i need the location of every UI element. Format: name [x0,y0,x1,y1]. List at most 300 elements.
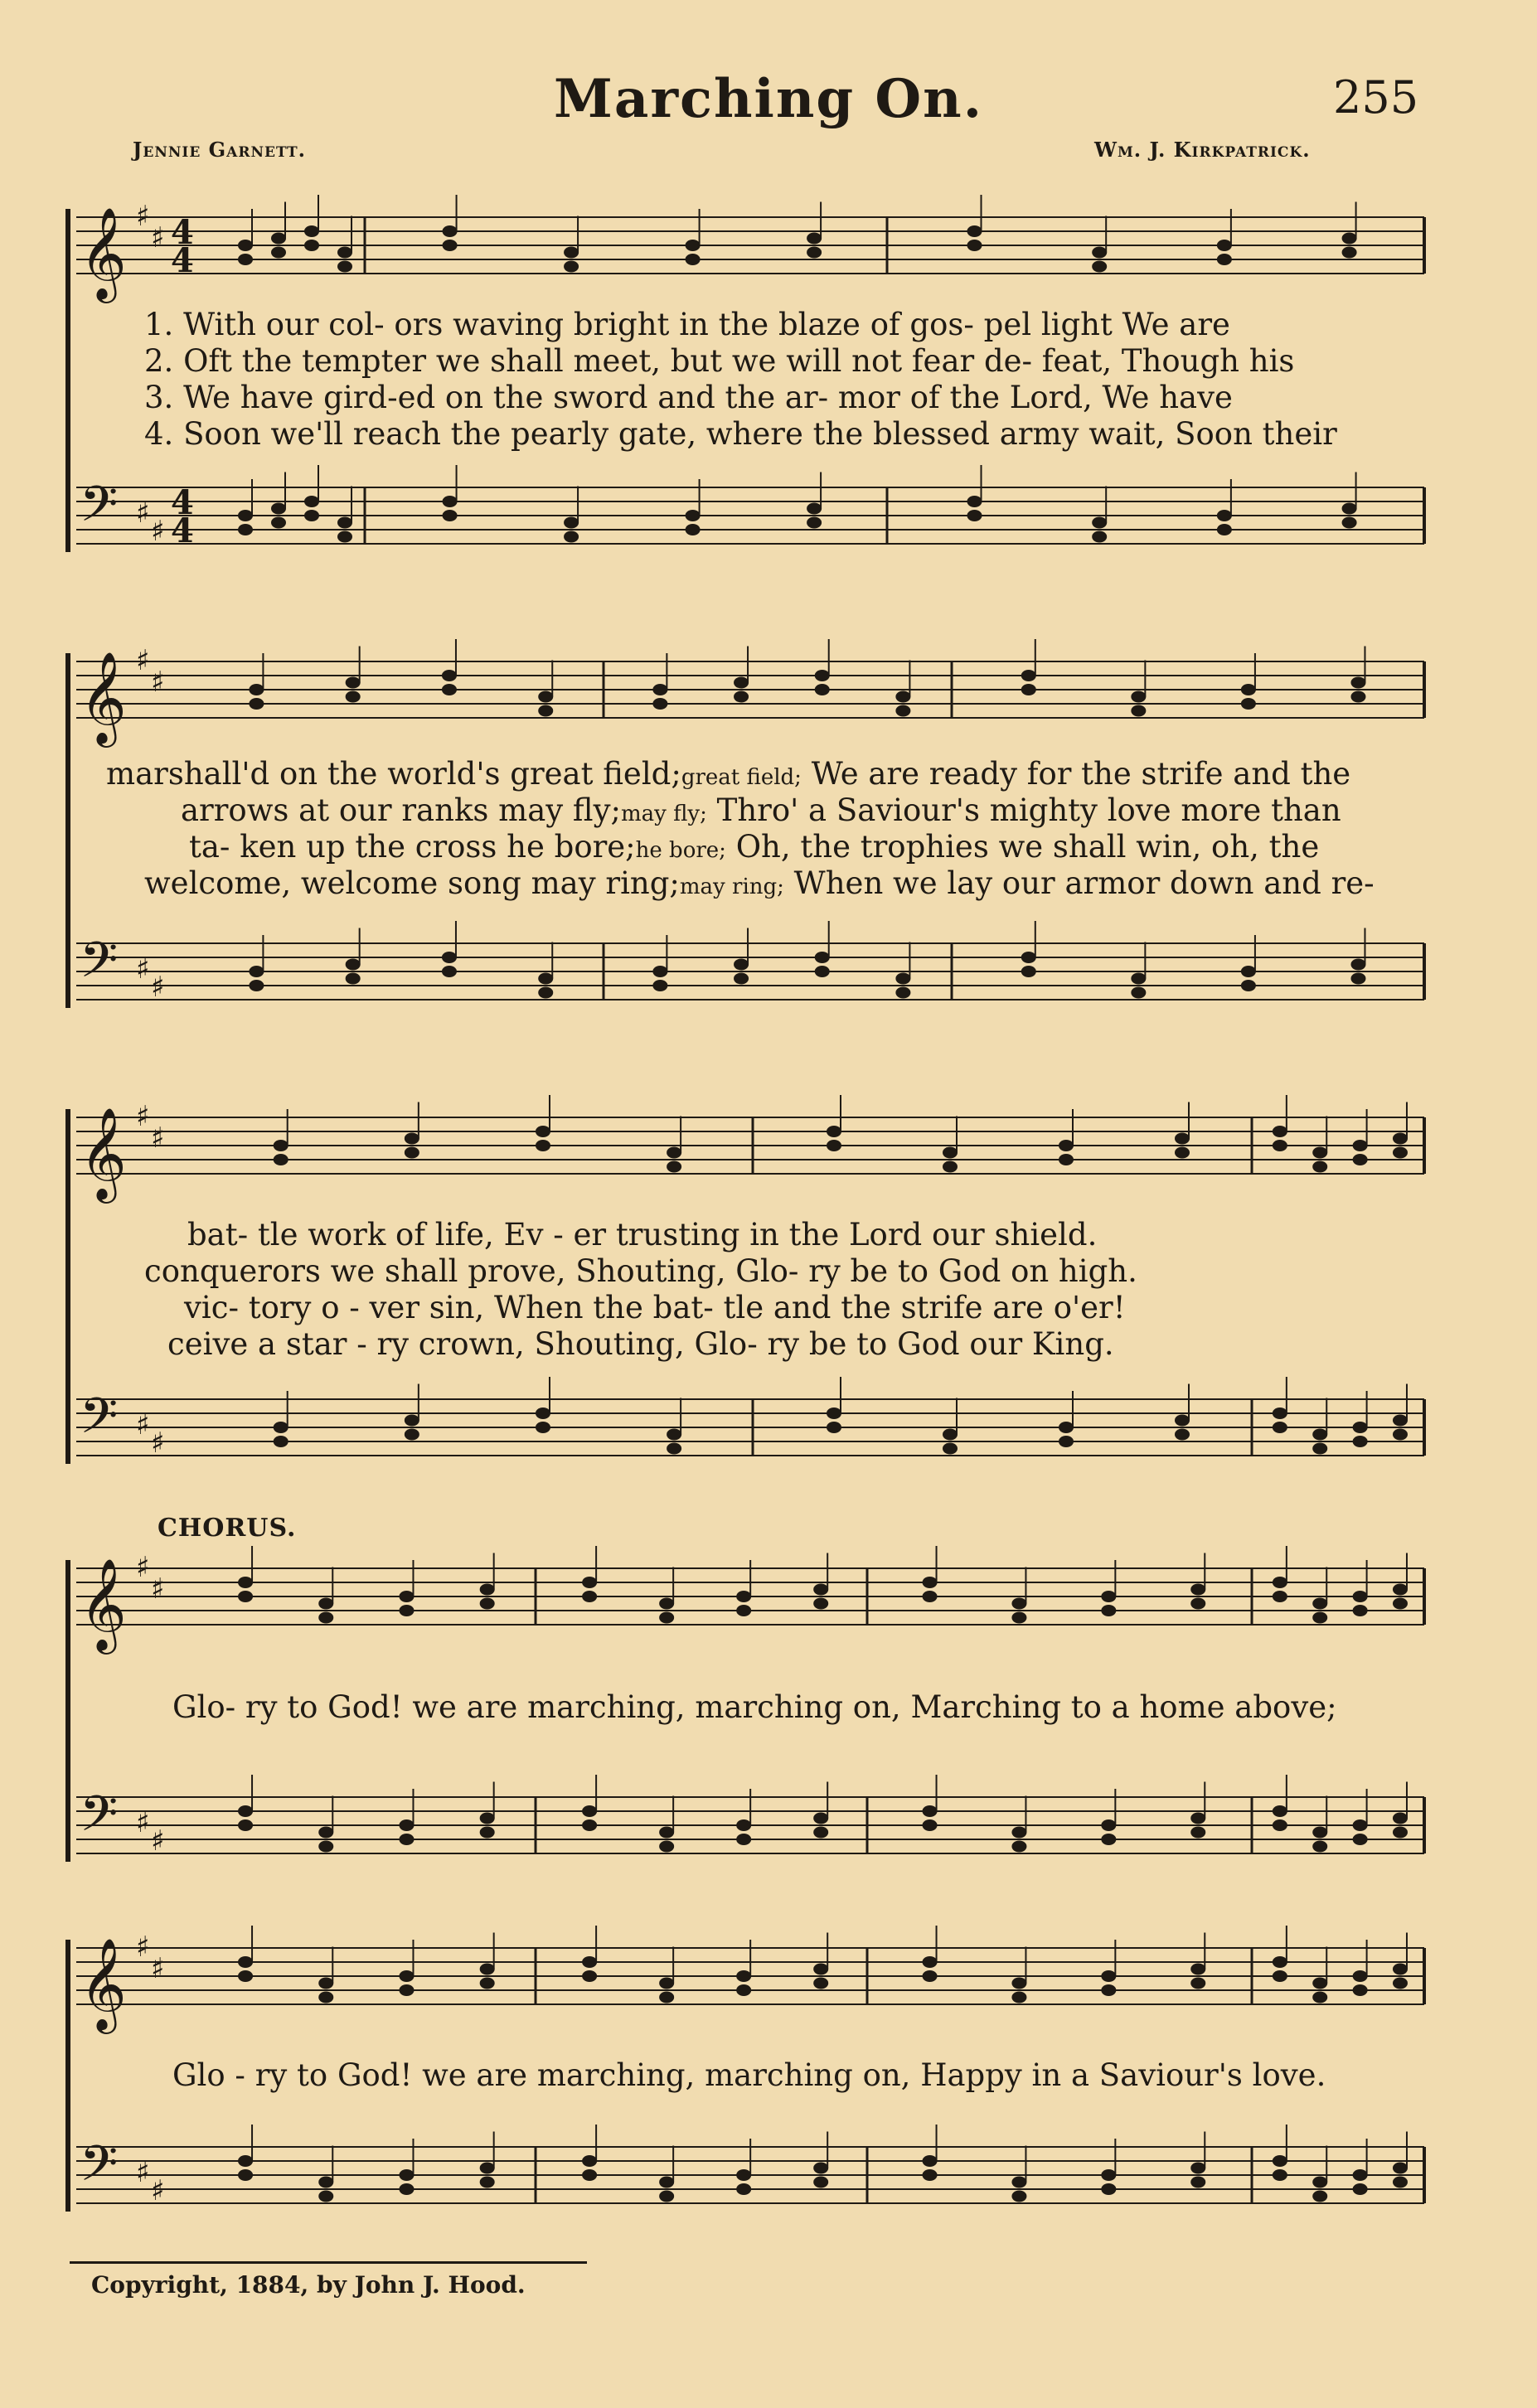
treble-staff [76,195,1424,303]
note-head [1393,1964,1408,1975]
note-head [1312,2177,1327,2188]
note-head [943,1429,958,1441]
note-head [827,1422,841,1433]
note-head [1353,1970,1368,1982]
note-head [249,980,264,991]
note-head [813,1813,828,1824]
note-head [1101,1834,1116,1845]
note-head [736,1819,751,1831]
note-head [659,2191,674,2202]
note-head [1312,1429,1327,1441]
note-head [1175,1429,1190,1441]
note-head [1353,2183,1368,2195]
copyright-notice: Copyright, 1884, by John J. Hood. [91,2271,526,2299]
note-head [686,254,701,265]
note-head [318,1841,333,1853]
note-head [337,247,352,259]
note-head [304,240,319,251]
note-head [734,691,749,703]
note-head [346,691,361,703]
note-head [318,1827,333,1839]
note-head [271,233,286,245]
note-head [1131,691,1146,703]
note-head [1101,1819,1116,1831]
note-head [813,1964,828,1975]
note-head [564,531,579,543]
note-head [736,1984,751,1996]
note-head [442,670,457,681]
time-signature-bottom: 4 [171,241,194,280]
note-head [538,987,553,999]
note-head [813,2177,828,2188]
note-head [1312,1147,1327,1159]
note-head [536,1126,550,1137]
note-head [652,966,667,977]
note-head [238,1956,253,1968]
sharp-icon: ♯ [151,1427,165,1460]
note-head [1190,2177,1205,2188]
note-head [346,973,361,985]
note-head [238,1591,253,1602]
note-head [652,980,667,991]
note-head [480,1978,495,1989]
note-head [405,1133,419,1145]
note-head [346,677,361,689]
note-head [564,247,579,259]
note-head [1011,1598,1026,1610]
note-head [1131,973,1146,985]
note-head [271,247,286,259]
note-head [923,1970,938,1982]
note-head [1092,261,1107,273]
note-head [1190,1827,1205,1839]
note-head [1011,2191,1026,2202]
note-head [442,966,457,977]
note-head [1101,1970,1116,1982]
note-head [443,225,458,237]
sharp-icon: ♯ [151,1572,165,1606]
sharp-icon: ♯ [136,1551,150,1584]
note-head [564,261,579,273]
note-head [1190,1978,1205,1989]
note-head [923,1591,938,1602]
note-head [582,1970,597,1982]
sharp-icon: ♯ [151,1824,165,1858]
treble-staff [76,1546,1424,1655]
note-head [238,1805,253,1817]
note-head [318,1612,333,1624]
note-head [318,2191,333,2202]
note-head [1273,2155,1287,2167]
bass-clef-icon: 𝄢 [80,1785,119,1854]
sharp-icon: ♯ [136,952,150,986]
note-head [807,233,822,245]
time-signature-bottom: 4 [171,511,194,550]
note-head [1393,1584,1408,1596]
note-head [1342,247,1357,259]
note-head [1342,517,1357,529]
time-signature-top: 4 [171,483,194,522]
note-head [304,510,319,521]
note-head [238,240,253,251]
note-head [1350,677,1365,689]
note-head [399,1591,414,1602]
note-head [813,1584,828,1596]
note-head [1393,1813,1408,1824]
note-head [1101,1591,1116,1602]
note-head [1011,1827,1026,1839]
note-head [1021,684,1036,695]
note-head [1273,1970,1287,1982]
note-head [346,959,361,971]
sharp-icon: ♯ [136,1408,150,1441]
note-head [1101,2183,1116,2195]
note-head [1342,503,1357,515]
note-head [815,670,830,681]
note-head [318,1978,333,1989]
note-head [582,1956,597,1968]
note-head [667,1147,681,1159]
note-head [1353,1984,1368,1996]
note-head [1353,1605,1368,1616]
sharp-icon: ♯ [136,1806,150,1839]
note-head [1353,1834,1368,1845]
note-head [249,684,264,695]
note-head [1312,1978,1327,1989]
note-head [1059,1140,1074,1151]
note-head [442,684,457,695]
bass-staff [76,465,1424,550]
note-head [582,2155,597,2167]
chorus-line: Glo- ry to God! we are marching, marching on, Marching to a home above; [172,1689,1337,1725]
note-head [1312,1443,1327,1455]
note-head [895,987,910,999]
note-head [1393,1598,1408,1610]
note-head [399,1605,414,1616]
note-head [667,1443,681,1455]
note-head [1101,1984,1116,1996]
music-system-1 [65,189,1434,579]
note-head [1393,2163,1408,2174]
note-head [1312,1598,1327,1610]
note-head [1393,1133,1408,1145]
note-head [1312,1827,1327,1839]
note-head [1101,1605,1116,1616]
note-head [238,1970,253,1982]
note-head [1175,1133,1190,1145]
verse-line: 2. Oft the tempter we shall meet, but we will not fear de- feat, Though his [144,343,1295,379]
composer-credit: Wm. J. Kirkpatrick. [1094,138,1311,162]
page-number: 255 [1333,71,1419,124]
sharp-icon: ♯ [151,2174,165,2207]
sharp-icon: ♯ [151,1952,165,1985]
verse-line: arrows at our ranks may fly;may fly; Thro' a Saviour's mighty love more than [181,792,1341,828]
note-head [1393,1147,1408,1159]
note-head [399,1834,414,1845]
note-head [1350,691,1365,703]
note-head [249,698,264,710]
note-head [1059,1422,1074,1433]
note-head [923,2155,938,2167]
note-head [480,1598,495,1610]
sharp-icon: ♯ [151,666,165,699]
note-head [1273,1126,1287,1137]
note-head [582,1577,597,1588]
bass-clef-icon: 𝄢 [80,2134,119,2204]
note-head [337,517,352,529]
note-head [271,503,286,515]
note-head [1273,1140,1287,1151]
note-head [736,1834,751,1845]
note-head [1273,2169,1287,2181]
bass-clef-icon: 𝄢 [80,931,119,1001]
treble-clef-icon: 𝄞 [80,651,127,744]
note-head [1021,966,1036,977]
note-head [827,1140,841,1151]
note-head [1353,1591,1368,1602]
chorus-line: Glo - ry to God! we are marching, marching on, Happy in a Saviour's love. [172,2057,1326,2093]
treble-staff [76,1926,1424,2034]
note-head [538,973,553,985]
note-head [1353,1154,1368,1165]
note-head [736,2183,751,2195]
note-head [1021,670,1036,681]
sharp-icon: ♯ [136,497,150,530]
note-head [1312,1161,1327,1173]
note-head [304,225,319,237]
note-head [686,524,701,535]
note-head [815,684,830,695]
note-head [480,1584,495,1596]
note-head [443,496,458,507]
note-head [659,1992,674,2003]
note-head [1217,510,1232,521]
verse-line: vic- tory o - ver sin, When the bat- tle and the strife are o'er! [184,1290,1126,1325]
note-head [967,510,982,521]
note-head [1353,1422,1368,1433]
note-head [1393,1978,1408,1989]
note-head [1175,1147,1190,1159]
note-head [813,1827,828,1839]
treble-clef-icon: 𝄞 [80,206,127,299]
note-head [1273,1591,1287,1602]
note-head [943,1443,958,1455]
note-head [536,1422,550,1433]
note-head [1393,2177,1408,2188]
note-head [238,1577,253,1588]
note-head [1273,1407,1287,1419]
note-head [652,684,667,695]
note-head [1175,1415,1190,1427]
note-head [1353,1140,1368,1151]
note-head [827,1126,841,1137]
note-head [736,1591,751,1602]
note-head [1011,1978,1026,1989]
note-head [1241,966,1256,977]
note-head [1059,1154,1074,1165]
note-head [238,2169,253,2181]
note-head [1011,2177,1026,2188]
note-head [1273,1577,1287,1588]
sharp-icon: ♯ [151,515,165,548]
note-head [943,1161,958,1173]
note-head [827,1407,841,1419]
note-head [1353,1819,1368,1831]
note-head [274,1140,288,1151]
chorus-label: CHORUS. [158,1514,297,1543]
music-system-2 [65,637,1434,1034]
note-head [1092,517,1107,529]
note-head [238,1819,253,1831]
note-head [274,1422,288,1433]
footer-rule [70,2261,587,2264]
note-head [399,1970,414,1982]
note-head [736,1605,751,1616]
note-head [582,2169,597,2181]
music-system-4 [65,1543,1434,1890]
music-system-3 [65,1093,1434,1492]
note-head [807,247,822,259]
note-head [923,1956,938,1968]
note-head [659,1612,674,1624]
note-head [443,510,458,521]
note-head [736,1970,751,1982]
sharp-icon: ♯ [136,1100,150,1133]
note-head [582,1805,597,1817]
note-head [443,240,458,251]
treble-clef-icon: 𝄞 [80,1937,127,2030]
note-head [1273,1422,1287,1433]
verse-line: welcome, welcome song may ring;may ring; When we lay our armor down and re- [144,865,1375,901]
note-head [1353,2169,1368,2181]
note-head [304,496,319,507]
note-head [1217,254,1232,265]
note-head [813,2163,828,2174]
note-head [1241,698,1256,710]
note-head [686,240,701,251]
verse-line: conquerors we shall prove, Shouting, Glo- ry be to God on high. [144,1253,1137,1289]
treble-clef-icon: 𝄞 [80,1107,127,1199]
note-head [538,705,553,717]
note-head [399,2183,414,2195]
note-head [442,952,457,963]
note-head [967,225,982,237]
note-head [923,1577,938,1588]
note-head [1190,2163,1205,2174]
note-head [405,1147,419,1159]
note-head [1101,2169,1116,2181]
note-head [734,677,749,689]
verse-line: bat- tle work of life, Ev - er trusting in the Lord our shield. [187,1217,1098,1252]
bass-staff [76,1377,1424,1460]
note-head [659,1841,674,1853]
note-head [538,691,553,703]
note-head [813,1598,828,1610]
note-head [667,1429,681,1441]
note-head [480,1827,495,1839]
note-head [399,2169,414,2181]
note-head [1393,1429,1408,1441]
note-head [1092,247,1107,259]
note-head [1241,684,1256,695]
note-head [1312,1992,1327,2003]
note-head [895,705,910,717]
note-head [1273,1956,1287,1968]
note-head [536,1407,550,1419]
note-head [318,1598,333,1610]
sharp-icon: ♯ [151,221,165,254]
note-head [1273,1805,1287,1817]
note-head [1312,1612,1327,1624]
note-head [271,517,286,529]
note-head [238,254,253,265]
verse-line: ceive a star - ry crown, Shouting, Glo- ry be to God our King. [167,1326,1114,1362]
bass-clef-icon: 𝄢 [80,475,119,545]
note-head [582,1819,597,1831]
note-head [536,1140,550,1151]
note-head [1011,1612,1026,1624]
note-head [967,496,982,507]
note-head [1342,233,1357,245]
note-head [1350,959,1365,971]
note-head [480,1964,495,1975]
note-head [1241,980,1256,991]
note-head [807,517,822,529]
sharp-icon: ♯ [151,971,165,1004]
note-head [659,1827,674,1839]
note-head [1393,1415,1408,1427]
verse-line: ta- ken up the cross he bore;he bore; Oh, the trophies we shall win, oh, the [189,829,1320,865]
note-head [895,691,910,703]
note-head [736,2169,751,2181]
note-head [1092,531,1107,543]
note-head [274,1436,288,1447]
note-head [895,973,910,985]
note-head [1190,1964,1205,1975]
note-head [480,2177,495,2188]
time-signature-top: 4 [171,213,194,252]
sharp-icon: ♯ [136,644,150,677]
verse-line: 3. We have gird-ed on the sword and the ar- mor of the Lord, We have [144,380,1233,415]
sharp-icon: ♯ [136,1931,150,1964]
note-head [652,698,667,710]
note-head [582,1591,597,1602]
note-head [1190,1584,1205,1596]
note-head [734,959,749,971]
note-head [1131,987,1146,999]
lyricist-credit: Jennie Garnett. [133,138,307,162]
note-head [1217,524,1232,535]
hymn-title: Marching On. [554,68,983,130]
note-head [1312,1841,1327,1853]
music-system-5 [65,1923,1434,2238]
note-head [923,1805,938,1817]
note-head [1217,240,1232,251]
note-head [659,1978,674,1989]
note-head [249,966,264,977]
note-head [274,1154,288,1165]
note-head [1350,973,1365,985]
note-head [667,1161,681,1173]
note-head [480,1813,495,1824]
note-head [1393,1827,1408,1839]
note-head [1059,1436,1074,1447]
sharp-icon: ♯ [136,200,150,233]
note-head [480,2163,495,2174]
note-head [813,1978,828,1989]
treble-staff [76,639,1424,748]
note-head [238,510,253,521]
